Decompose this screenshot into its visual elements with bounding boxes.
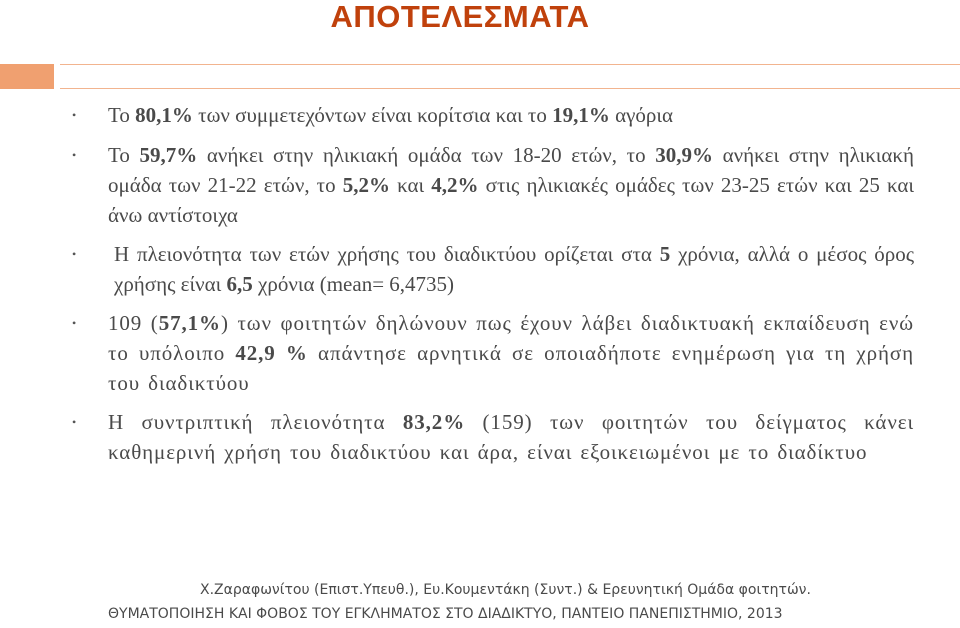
results-list xyxy=(72,100,914,476)
accent-block xyxy=(0,64,54,89)
bullet-item xyxy=(72,407,914,467)
footer-project: ΘΥΜΑΤΟΠΟΙΗΣΗ ΚΑΙ ΦΟΒΟΣ ΤΟΥ ΕΓΚΛΗΜΑΤΟΣ ΣΤΟ ΔΙΑΔΙΚΤΥΟ, ΠΑΝΤΕΙΟ ΠΑΝΕΠΙΣΤΗΜΙΟ, 2013 xyxy=(108,606,783,622)
slide-title: ΑΠΟΤΕΛΕΣΜΑΤΑ xyxy=(330,0,590,34)
bullet-text: Το 59,7% ανήκει στην ηλικιακή ομάδα των 18-20 ετών, το 30,9% ανήκει στην ηλικιακή ομάδα των 21-22 ετών, το 5,2% και 4,2% στις ηλικιακές ομάδες των 23-25 ετών και 25 και άνω αντίστοιχα xyxy=(108,143,914,227)
title-divider xyxy=(60,64,960,89)
bullet-icon: • xyxy=(72,108,77,122)
bullet-icon: • xyxy=(72,247,77,261)
bullet-icon: • xyxy=(72,148,77,162)
bullet-item xyxy=(72,140,914,230)
bullet-text: Η πλειονότητα των ετών χρήσης του διαδικτύου ορίζεται στα 5 χρόνια, αλλά ο μέσος όρος χρήσης είναι 6,5 χρόνια (mean= 6,4735) xyxy=(114,242,915,296)
footer-authors: Χ.Ζαραφωνίτου (Επιστ.Υπευθ.), Ευ.Κουμεντάκη (Συντ.) & Ερευνητική Ομάδα φοιτητών. xyxy=(200,582,811,598)
bullet-icon: • xyxy=(72,316,78,330)
bullet-item xyxy=(72,308,914,398)
bullet-item xyxy=(72,239,914,299)
bullet-text: Η συντριπτική πλειονότητα 83,2% (159) των φοιτητών του δείγματος κάνει καθημερινή χρήση του διαδικτύου και άρα, είναι εξοικειωμένοι με το διαδίκτυο xyxy=(108,410,914,464)
bullet-icon: • xyxy=(72,415,78,429)
bullet-text: 109 (57,1%) των φοιτητών δηλώνουν πως έχουν λάβει διαδικτυακή εκπαίδευση ενώ το υπόλοιπο 42,9 % απάντησε αρνητικά σε οποιαδήποτε ενημέρωση για τη χρήση του διαδικτύου xyxy=(108,311,915,395)
bullet-item xyxy=(72,100,914,130)
bullet-text: Το 80,1% των συμμετεχόντων είναι κορίτσια και το 19,1% αγόρια xyxy=(108,103,674,127)
